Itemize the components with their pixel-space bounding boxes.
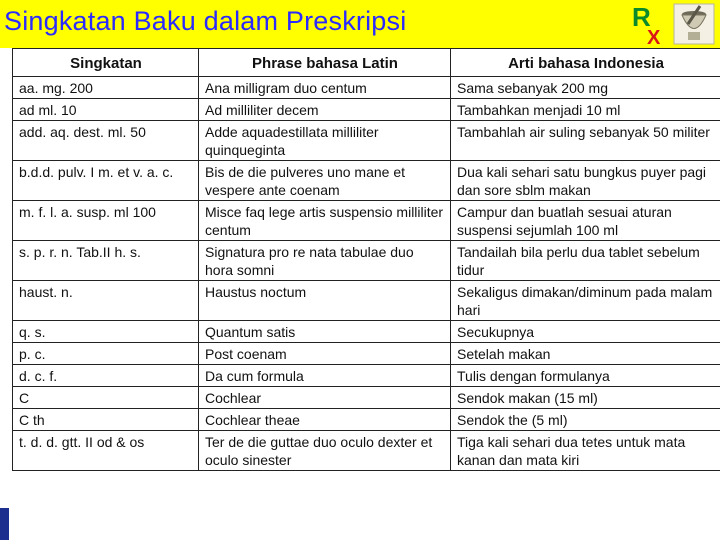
- latin-cell: Ter de die guttae duo oculo dexter et oculo sinester: [199, 431, 451, 471]
- table-row: [13, 409, 720, 431]
- latin-cell: Signatura pro re nata tabulae duo hora somni: [199, 241, 451, 281]
- latin-cell: Ad milliliter decem: [199, 99, 451, 121]
- abbreviation-cell: C: [13, 387, 199, 409]
- table-row: [13, 161, 720, 201]
- abbreviation-cell: d. c. f.: [13, 365, 199, 387]
- abbreviation-cell: add. aq. dest. ml. 50: [13, 121, 199, 161]
- latin-cell: Cochlear: [199, 387, 451, 409]
- latin-cell: Post coenam: [199, 343, 451, 365]
- latin-cell: Bis de die pulveres uno mane et vespere ante coenam: [199, 161, 451, 201]
- meaning-cell: Tandailah bila perlu dua tablet sebelum tidur: [451, 241, 720, 281]
- left-accent-bar: [0, 508, 9, 540]
- table-row: [13, 201, 720, 241]
- abbreviation-cell: C th: [13, 409, 199, 431]
- meaning-cell: Campur dan buatlah sesuai aturan suspensi sejumlah 100 ml: [451, 201, 720, 241]
- abbreviation-cell: t. d. d. gtt. II od & os: [13, 431, 199, 471]
- table-row: [13, 365, 720, 387]
- meaning-cell: Tambahkan menjadi 10 ml: [451, 99, 720, 121]
- meaning-cell: Dua kali sehari satu bungkus puyer pagi dan sore sblm makan: [451, 161, 720, 201]
- meaning-cell: Secukupnya: [451, 321, 720, 343]
- meaning-cell: Sekaligus dimakan/diminum pada malam hari: [451, 281, 720, 321]
- latin-cell: Quantum satis: [199, 321, 451, 343]
- abbreviation-cell: q. s.: [13, 321, 199, 343]
- table-row: [13, 281, 720, 321]
- table-row: [13, 121, 720, 161]
- abbreviation-cell: s. p. r. n. Tab.II h. s.: [13, 241, 199, 281]
- table-row: [13, 99, 720, 121]
- table-row: [13, 321, 720, 343]
- svg-text:R: R: [632, 2, 651, 32]
- latin-cell: Cochlear theae: [199, 409, 451, 431]
- latin-cell: Adde aquadestillata milliliter quinqueginta: [199, 121, 451, 161]
- meaning-cell: Tambahlah air suling sebanyak 50 militer: [451, 121, 720, 161]
- abbreviation-cell: aa. mg. 200: [13, 77, 199, 99]
- abbreviation-table: [12, 48, 720, 471]
- table-header-row: [13, 49, 720, 77]
- header-singkatan: Singkatan: [13, 49, 199, 77]
- abbreviation-cell: p. c.: [13, 343, 199, 365]
- meaning-cell: Sendok makan (15 ml): [451, 387, 720, 409]
- meaning-cell: Tulis dengan formulanya: [451, 365, 720, 387]
- table-row: [13, 431, 720, 471]
- table-row: [13, 387, 720, 409]
- table-row: [13, 343, 720, 365]
- rx-mortar-logo-icon: [630, 2, 716, 46]
- abbreviation-cell: haust. n.: [13, 281, 199, 321]
- latin-cell: Misce faq lege artis suspensio milliliter centum: [199, 201, 451, 241]
- page-title: Singkatan Baku dalam Preskripsi: [4, 6, 407, 36]
- header-latin-phrase: Phrase bahasa Latin: [199, 49, 451, 77]
- abbreviation-cell: ad ml. 10: [13, 99, 199, 121]
- meaning-cell: Setelah makan: [451, 343, 720, 365]
- abbreviation-cell: m. f. l. a. susp. ml 100: [13, 201, 199, 241]
- header-indonesian-meaning: Arti bahasa Indonesia: [451, 49, 720, 77]
- latin-cell: Da cum formula: [199, 365, 451, 387]
- latin-cell: Haustus noctum: [199, 281, 451, 321]
- svg-text:X: X: [647, 27, 661, 46]
- meaning-cell: Sendok the (5 ml): [451, 409, 720, 431]
- meaning-cell: Sama sebanyak 200 mg: [451, 77, 720, 99]
- table-row: [13, 241, 720, 281]
- abbreviation-cell: b.d.d. pulv. I m. et v. a. c.: [13, 161, 199, 201]
- latin-cell: Ana milligram duo centum: [199, 77, 451, 99]
- meaning-cell: Tiga kali sehari dua tetes untuk mata kanan dan mata kiri: [451, 431, 720, 471]
- table-row: [13, 77, 720, 99]
